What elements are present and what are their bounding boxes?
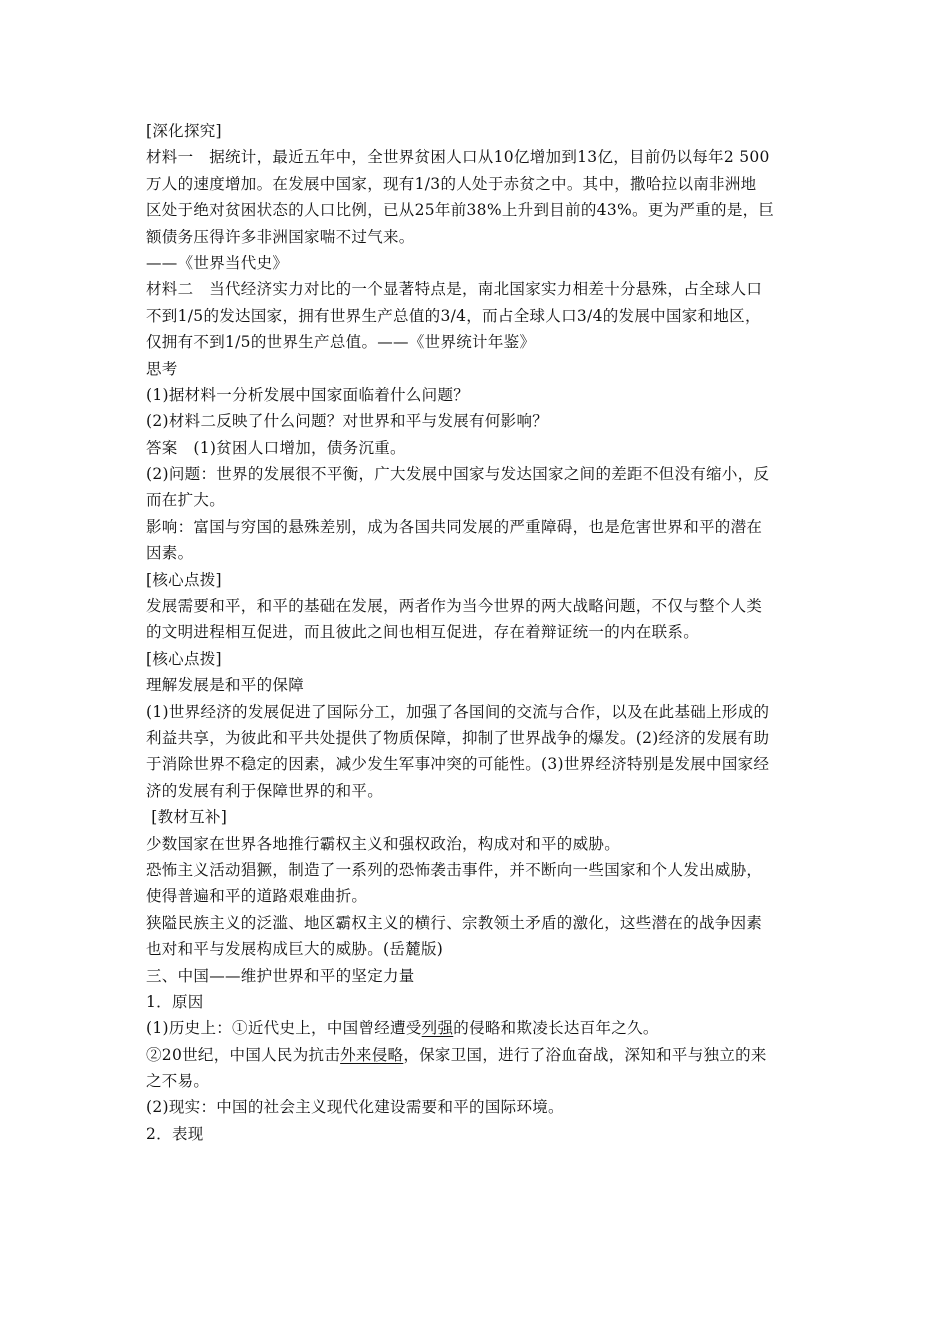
answer-line: 因素。 <box>146 544 194 563</box>
paragraph-line: (2)现实：中国的社会主义现代化建设需要和平的国际环境。 <box>146 1098 564 1117</box>
question-line: (1)据材料一分析发展中国家面临着什么问题？ <box>146 385 470 404</box>
material-two-line: 材料二 当代经济实力对比的一个显著特点是，南北国家实力相差十分悬殊，占全球人口 <box>146 280 763 299</box>
paragraph-line: 利益共享，为彼此和平共处提供了物质保障，抑制了世界战争的爆发。(2)经济的发展有助 <box>146 728 770 747</box>
paragraph-line: 发展需要和平，和平的基础在发展，两者作为当今世界的两大战略问题，不仅与整个人类 <box>146 597 763 616</box>
material-one-line: 区处于绝对贫困状态的人口比例，已从25年前38%上升到目前的43%。更为严重的是，巨 <box>146 201 775 220</box>
answer-line: (2)问题：世界的发展很不平衡，广大发展中国家与发达国家之间的差距不但没有缩小，反 <box>146 465 770 484</box>
section-heading: [深化探究] <box>146 122 222 140</box>
answer-line: 答案 (1)贫困人口增加，债务沉重。 <box>146 438 406 457</box>
paragraph-line: 之不易。 <box>146 1072 210 1091</box>
source-citation: ——《世界当代史》 <box>146 253 289 272</box>
material-one-line: 额债务压得许多非洲国家喘不过气来。 <box>146 227 415 246</box>
paragraph-line: 狭隘民族主义的泛滥、地区霸权主义的横行、宗教领土矛盾的激化，这些潜在的战争因素 <box>146 913 763 932</box>
text-segment: ②20世纪，中国人民为抗击 <box>146 1045 341 1064</box>
material-two-line: 仅拥有不到1/5的世界生产总值。——《世界统计年鉴》 <box>146 333 536 352</box>
subheading: 理解发展是和平的保障 <box>146 676 305 695</box>
section-heading: [核心点拨] <box>146 649 222 668</box>
answer-line: 而在扩大。 <box>146 491 226 510</box>
section-heading: [教材互补] <box>146 808 228 827</box>
material-one-line: 万人的速度增加。在发展中国家，现有1/3的人处于赤贫之中。其中，撒哈拉以南非洲地 <box>146 174 757 193</box>
material-two-line: 不到1/5的发达国家，拥有世界生产总值的3/4，而占全球人口3/4的发展中国家和地区， <box>146 306 761 325</box>
paragraph-line: 济的发展有利于保障世界的和平。 <box>146 781 384 800</box>
numbered-heading: 1．原因 <box>146 992 204 1011</box>
numbered-heading: 2．表现 <box>146 1124 204 1143</box>
chapter-heading: 三、中国——维护世界和平的坚定力量 <box>146 966 415 985</box>
answer-line: 影响：富国与穷国的悬殊差别，成为各国共同发展的严重障碍，也是危害世界和平的潜在 <box>146 517 763 536</box>
paragraph-line: 恐怖主义活动猖獗，制造了一系列的恐怖袭击事件，并不断向一些国家和个人发出威胁， <box>146 860 763 879</box>
paragraph-line: 使得普遍和平的道路艰难曲折。 <box>146 887 368 906</box>
text-segment: ，保家卫国，进行了浴血奋战，深知和平与独立的来 <box>403 1045 767 1064</box>
underlined-blank: 列强 <box>421 1019 454 1038</box>
text-segment: (1)历史上：①近代史上，中国曾经遭受 <box>146 1019 422 1038</box>
twentieth-century-line <box>146 1042 814 1068</box>
section-heading: [核心点拨] <box>146 570 222 589</box>
history-line <box>146 1015 814 1041</box>
question-line: (2)材料二反映了什么问题？对世界和平与发展有何影响？ <box>146 412 549 431</box>
paragraph-line: 的文明进程相互促进，而且彼此之间也相互促进，存在着辩证统一的内在联系。 <box>146 623 700 642</box>
think-heading: 思考 <box>146 359 178 378</box>
paragraph-line: 于消除世界不稳定的因素，减少发生军事冲突的可能性。(3)世界经济特别是发展中国家经 <box>146 755 770 774</box>
underlined-blank: 外来侵略 <box>340 1045 404 1064</box>
paragraph-line: 也对和平与发展构成巨大的威胁。(岳麓版) <box>146 940 444 959</box>
material-one-line: 材料一 据统计，最近五年中，全世界贫困人口从10亿增加到13亿，目前仍以每年2 500 <box>146 148 770 167</box>
paragraph-line: (1)世界经济的发展促进了国际分工，加强了各国间的交流与合作，以及在此基础上形成的 <box>146 702 770 721</box>
text-segment: 的侵略和欺凌长达百年之久。 <box>453 1019 659 1038</box>
document-page <box>146 118 814 1147</box>
paragraph-line: 少数国家在世界各地推行霸权主义和强权政治，构成对和平的威胁。 <box>146 834 621 853</box>
